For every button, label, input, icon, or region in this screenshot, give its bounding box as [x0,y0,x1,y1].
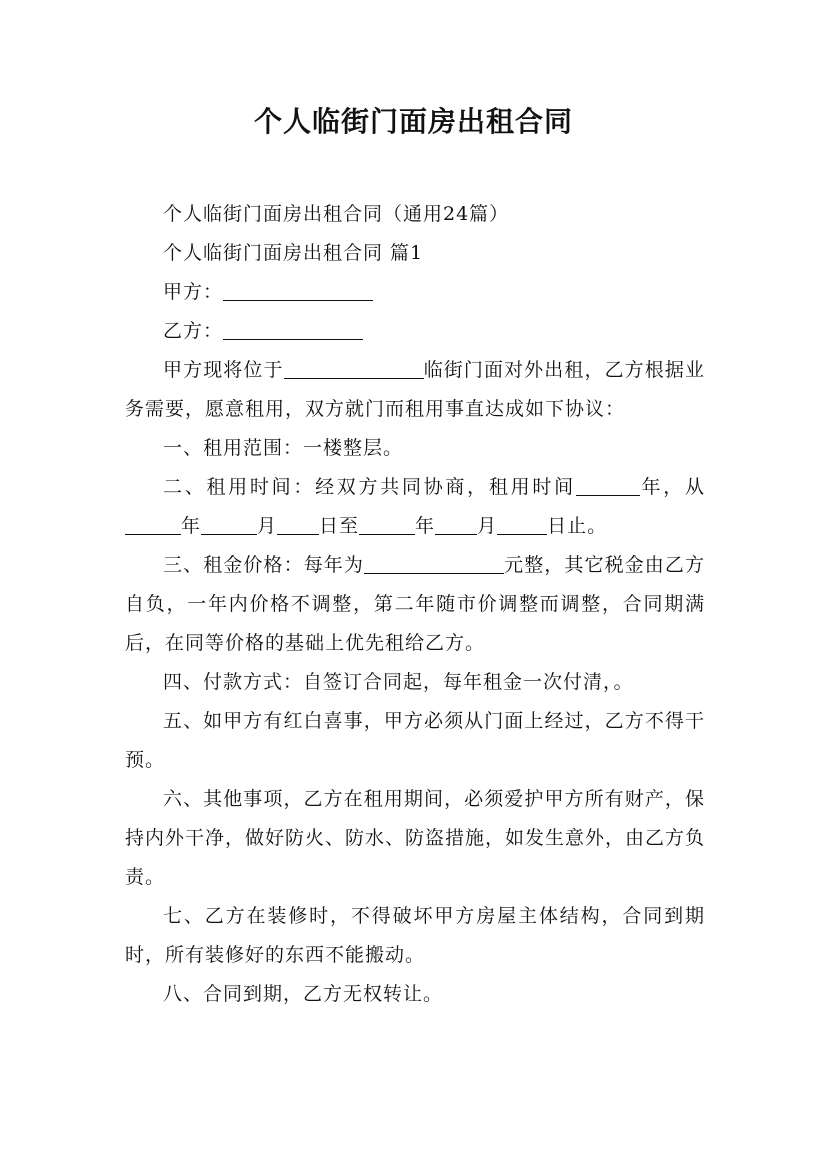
blank-underline [284,359,424,379]
paragraph [125,429,705,468]
paragraph-text: 年 [415,515,436,537]
paragraph-text: 甲方现将位于 [163,359,284,381]
paragraph-text: 五、如甲方有红白喜事，甲方必须从门面上经过，乙方不得干预。 [125,710,705,771]
paragraph [125,897,705,975]
paragraph-text: 年 [181,515,202,537]
blank-underline [223,320,363,340]
paragraph [125,312,705,351]
blank-underline [364,554,504,574]
paragraph-text: 个人临街门面房出租合同（通用24篇） [163,203,510,225]
document-title: 个人临街门面房出租合同 [253,105,573,138]
paragraph [125,351,705,429]
paragraph [125,234,705,273]
paragraph [125,468,705,546]
paragraph-text: 八、合同到期，乙方无权转让。 [163,983,444,1005]
paragraph-text: 七、乙方在装修时，不得破坏甲方房屋主体结构，合同到期时，所有装修好的东西不能搬动。 [125,905,705,966]
paragraph-text: 四、付款方式：自签订合同起，每年租金一次付清，。 [163,671,634,693]
blank-underline [277,515,319,535]
paragraph-text: 元整，其它税金由乙方自负，一年内价格不调整，第二年随市价调整而调整，合同期满后，在同等价格的基础上优先租给乙方。 [125,554,705,654]
paragraph [125,195,705,234]
paragraph [125,663,705,702]
document-body [125,195,705,1014]
paragraph-text: 三、租金价格：每年为 [163,554,364,576]
blank-underline [125,515,181,535]
blank-underline [435,515,477,535]
paragraph-text: 六、其他事项，乙方在租用期间，必须爱护甲方所有财产，保持内外干净，做好防火、防水、防盗措施，如发生意外，由乙方负责。 [125,788,706,888]
paragraph-text: 二、租用时间：经双方共同协商，租用时间 [163,476,576,498]
paragraph-text: 日止。 [547,515,608,537]
blank-underline [359,515,415,535]
paragraph-text: 日至 [319,515,360,537]
paragraph [125,273,705,312]
paragraph-text: 乙方： [163,320,224,342]
paragraph [125,546,705,663]
paragraph [125,975,705,1014]
paragraph-text: 个人临街门面房出租合同 篇1 [163,242,424,264]
blank-underline [497,515,547,535]
blank-underline [223,281,373,301]
paragraph-text: 月 [257,515,278,537]
paragraph-text: 临街门面对外出租，乙方根据业务需要，愿意租用，双方就门而租用事直达成如下协议： [125,359,705,420]
paragraph-text: 一、租用范围：一楼整层。 [163,437,404,459]
paragraph [125,780,705,897]
paragraph-text: 月 [477,515,498,537]
paragraph-text: 甲方： [163,281,224,303]
blank-underline [576,476,640,496]
paragraph [125,702,705,780]
paragraph-text: 年，从 [639,476,705,498]
blank-underline [201,515,257,535]
